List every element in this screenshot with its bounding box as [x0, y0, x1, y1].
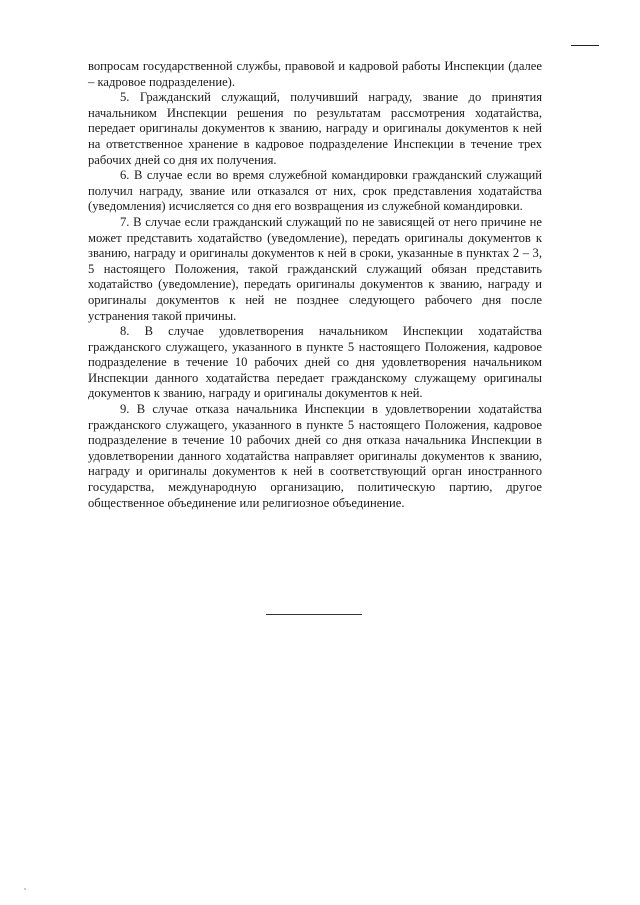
paragraph-7: 7. В случае если гражданский служащий по не зависящей от него причине не может представить ходатайство (уведомление), передать оригиналы документов к званию, награду и оригиналы документов к ней в сроки, указанные в пунктах 2 – 3, 5 настоящего Положения, такой гражданский служащий обязан представить ходатайство (уведомление), передать оригиналы документов к званию, награду и оригиналы документов к ней не позднее следующего рабочего дня после устранения такой причины.: [88, 214, 542, 323]
scan-speck: [24, 888, 26, 890]
paragraph-8: 8. В случае удовлетворения начальником Инспекции ходатайства гражданского служащего, указанного в пункте 5 настоящего Положения, кадровое подразделение в течение 10 рабочих дней со дня удовлетворения начальником Инспекции данного ходатайства передает гражданскому служащему оригиналы документов к званию, награду и оригиналы документов к ней.: [88, 324, 542, 401]
end-of-document-rule: [266, 614, 362, 615]
paragraph-6: 6. В случае если во время служебной командировки гражданский служащий получил награду, звание или отказался от них, срок представления ходатайства (уведомления) исчисляется со дня его возвращения из служебной командировки.: [88, 168, 542, 214]
paragraph-continuation: вопросам государственной службы, правовой и кадровой работы Инспекции (далее – кадровое подразделение).: [88, 59, 542, 89]
paragraph-9: 9. В случае отказа начальника Инспекции в удовлетворении ходатайства гражданского служащего, указанного в пункте 5 настоящего Положения, кадровое подразделение в течение 10 рабочих дней со дня отказа начальника Инспекции в удовлетворении данного ходатайства направляет оригиналы документов к званию, награду и оригиналы документов к ней в соответствующий орган иностранного государства, международную организацию, политическую партию, другое общественное объединение или религиозное объединение.: [88, 402, 542, 510]
document-body: [88, 59, 542, 511]
paragraph-5: 5. Гражданский служащий, получивший награду, звание до принятия начальником Инспекции решения по результатам рассмотрения ходатайства, передает оригиналы документов к званию, награду и оригиналы документов к ней на ответственное хранение в кадровое подразделение Инспекции в течение трех рабочих дней со дня их получения.: [88, 90, 542, 167]
corner-dash-mark: [571, 45, 599, 46]
